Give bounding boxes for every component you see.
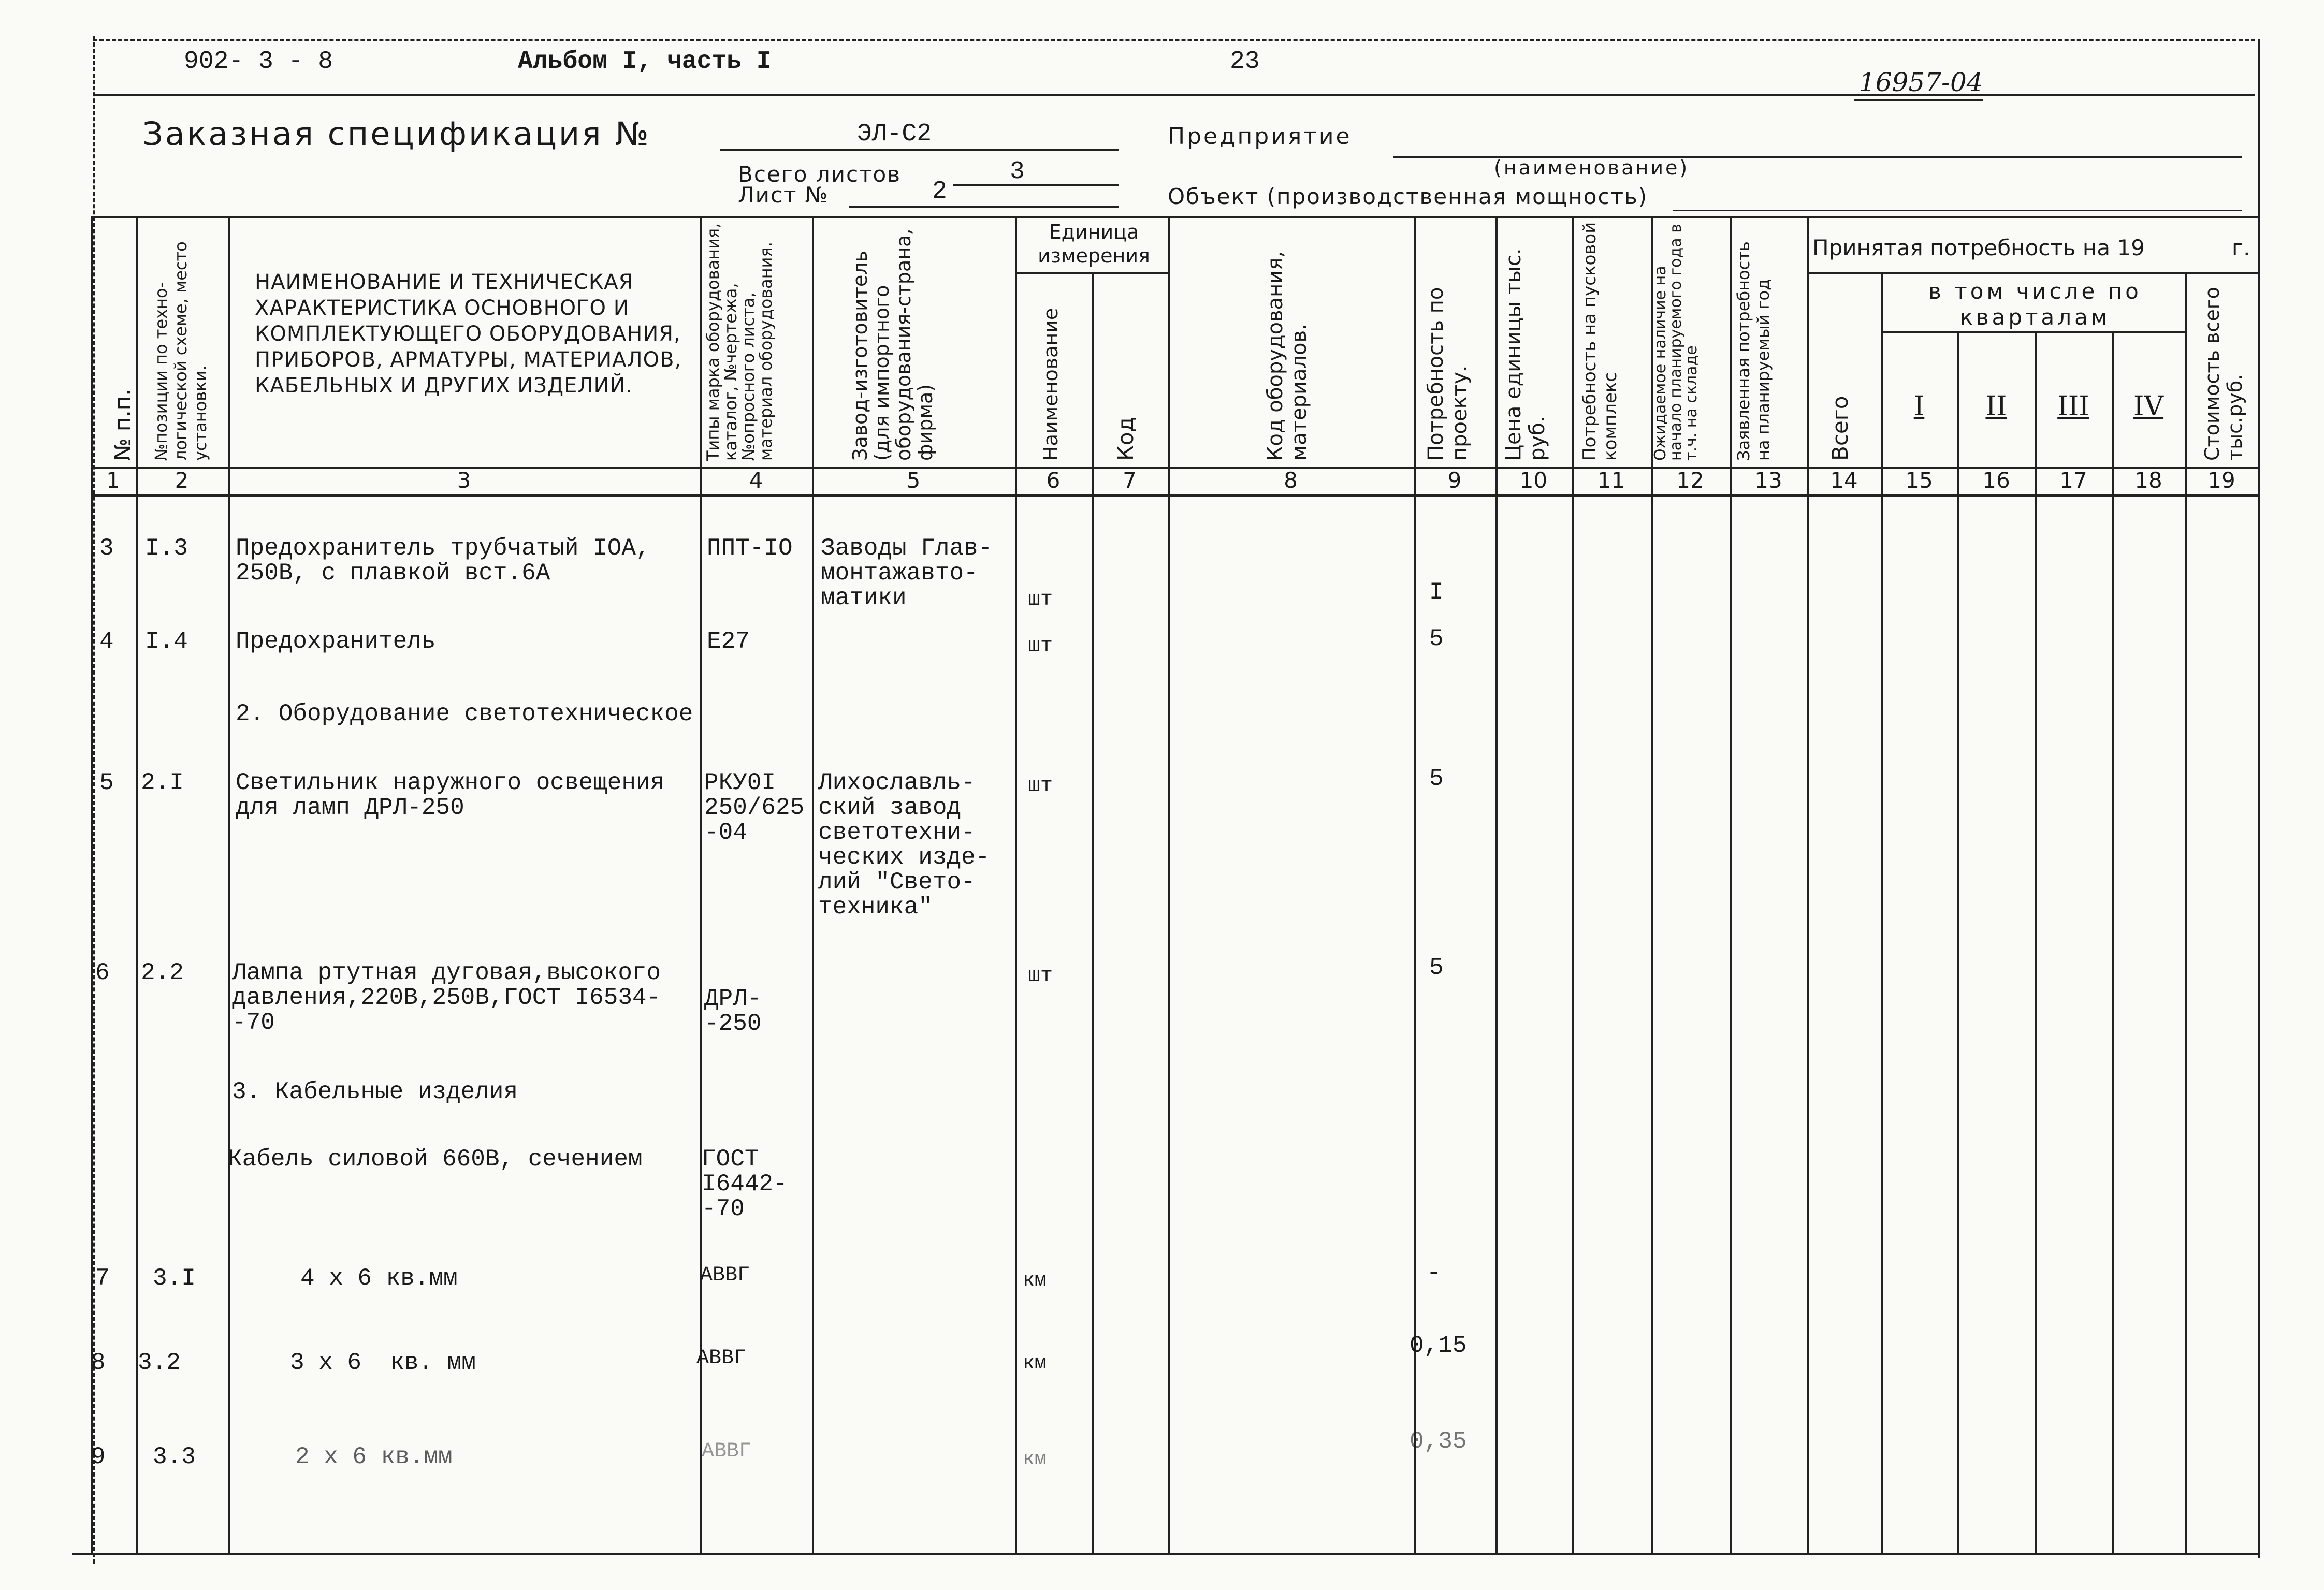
header-col3: НАИМЕНОВАНИЕ И ТЕХНИЧЕСКАЯ ХАРАКТЕРИСТИКА ОСНОВНОГО И КОМПЛЕКТУЮЩЕГО ОБОРУДОВАНИЯ, ПРИБОРОВ, АРМАТУРЫ, МАТЕРИАЛОВ, КАБЕЛЬНЫХ И ДРУГИХ ИЗДЕЛИЙ. (255, 270, 682, 398)
cell-unit: км (1023, 1270, 1047, 1292)
col-border-2 (228, 216, 230, 1555)
column-number: 17 (2059, 468, 2087, 493)
cell-need: 0,35 (1410, 1428, 1467, 1455)
cell-unit: шт (1028, 775, 1053, 798)
cell-number: 5 (99, 769, 114, 796)
header-quarter-3: III (2057, 391, 2089, 422)
cell-type: Е27 (707, 628, 750, 655)
header-col6: Наименование (1039, 308, 1062, 461)
column-number: 13 (1754, 468, 1782, 493)
cell-unit: шт (1028, 635, 1053, 658)
col-border-7 (1168, 216, 1170, 1555)
cell-name: 4 х 6 кв.мм (300, 1265, 458, 1292)
header-quarter-4: IV (2133, 391, 2164, 422)
cell-type: ППТ-IO (707, 535, 793, 562)
series-code: 902- 3 - 8 (184, 48, 333, 76)
header-col7: Код (1113, 417, 1138, 461)
section-heading: 3. Кабельные изделия (232, 1078, 518, 1105)
col-border-10 (1572, 216, 1574, 1555)
header-quarter-2: II (1985, 391, 2007, 422)
header-unit-group: Единица измерения (1038, 221, 1150, 267)
form-title: Заказная спецификация № (142, 115, 651, 153)
cell-type: АВВГ (700, 1264, 750, 1287)
cell-need: 5 (1429, 765, 1444, 792)
cell-type: АВВГ (702, 1440, 752, 1463)
cell-name: Предохранитель (236, 628, 436, 655)
table-top-border (91, 216, 2258, 218)
column-number: 1 (106, 468, 120, 493)
header-col4: Типы марка оборудования, каталог, №чертежа, №опросного листа, материал оборудования. (703, 223, 776, 461)
header-col11: Потребность на пусковой комплекс (1579, 222, 1621, 461)
cell-position: 3.2 (138, 1349, 181, 1376)
column-number: 7 (1123, 468, 1137, 493)
total-sheets-label: Всего листов (738, 162, 902, 187)
total-sheets-value: 3 (1010, 158, 1025, 186)
cell-unit: шт (1028, 965, 1053, 988)
cell-type: ГОСТ I6442- -70 (702, 1146, 788, 1222)
cell-maker: Лихославль- ский завод светотехни- ческих изде- лий "Свето- техника" (818, 769, 990, 921)
col-border-15 (1957, 331, 1959, 1555)
cell-type: АВВГ (696, 1347, 747, 1370)
section-heading: 2. Оборудование светотехническое (236, 701, 693, 727)
column-number: 8 (1284, 468, 1298, 493)
column-number: 11 (1597, 468, 1625, 493)
header-col13: Заявленная потребность на планируемый год (1734, 241, 1773, 461)
total-sheets-line (953, 184, 1119, 186)
column-number: 10 (1519, 468, 1548, 493)
frame-bottom (72, 1553, 2260, 1555)
cell-type: ДРЛ- -250 (704, 985, 762, 1037)
handwritten-stamp: 16957-04 (1859, 67, 1983, 97)
header-col1: № п.п. (110, 389, 135, 461)
cell-position: 3.I (153, 1265, 196, 1292)
header-col14: Всего (1827, 396, 1853, 461)
cell-number: 3 (99, 535, 114, 562)
cell-number: 7 (95, 1265, 110, 1292)
album-label: Альбом I, часть I (518, 48, 772, 76)
cell-position: 3.3 (153, 1443, 196, 1470)
column-number: 12 (1676, 468, 1704, 493)
header-col5: Завод-изготовитель (для импортного оборудования-страна, фирма) (849, 228, 937, 461)
spec-number: ЭЛ-С2 (857, 120, 932, 148)
accepted-group-divider (1807, 272, 2258, 274)
column-number: 16 (1982, 468, 2010, 493)
cell-unit: км (1023, 1448, 1047, 1470)
quarters-group-divider (1881, 331, 2185, 333)
cell-position: I.3 (145, 535, 188, 562)
enterprise-label: Предприятие (1168, 123, 1352, 150)
col-border-18 (2185, 272, 2187, 1555)
col-border-16 (2035, 331, 2037, 1555)
header-quarters-group: в том числе по кварталам (1928, 279, 2142, 330)
col-border-14 (1881, 272, 1883, 1555)
cell-maker: Заводы Глав- монтажавто- матики (821, 535, 993, 611)
cell-name: 3 х 6 кв. мм (290, 1349, 476, 1376)
column-number: 4 (749, 468, 763, 493)
header-accepted-suffix: г. (2232, 235, 2250, 260)
cell-number: 9 (91, 1443, 106, 1470)
stamp-underline (1854, 99, 1983, 101)
header-col9: Потребность по проекту. (1424, 287, 1472, 461)
column-number: 18 (2134, 468, 2162, 493)
cell-need: I (1429, 579, 1444, 606)
frame-title-divider (93, 94, 2255, 96)
spec-number-line (720, 149, 1119, 151)
frame-top (93, 39, 2255, 41)
column-number: 19 (2207, 468, 2235, 493)
cell-name: Кабель силовой 660В, сечением (228, 1146, 643, 1173)
col-border-5 (1015, 216, 1017, 1555)
cell-unit: шт (1028, 588, 1053, 611)
column-number: 14 (1830, 468, 1858, 493)
header-col8: Код оборудования, материалов. (1263, 251, 1311, 461)
column-number: 5 (906, 468, 921, 493)
header-col19: Стоимость всего тыс.руб. (2201, 287, 2246, 461)
column-number: 3 (457, 468, 471, 493)
column-number: 2 (175, 468, 189, 493)
cell-position: 2.I (141, 769, 184, 796)
col-border-6 (1092, 272, 1094, 1555)
cell-number: 4 (99, 628, 114, 655)
col-border-9 (1495, 216, 1498, 1555)
cell-number: 6 (95, 959, 110, 986)
cell-position: I.4 (145, 628, 188, 655)
page-number: 23 (1230, 48, 1260, 76)
col-border-17 (2112, 331, 2114, 1555)
binding-line (93, 36, 95, 1564)
cell-need: 5 (1429, 625, 1444, 652)
col-border-13 (1807, 216, 1809, 1555)
column-number: 6 (1046, 468, 1061, 493)
header-col2: №позиции по техно-логической схеме, место установки. (151, 241, 210, 461)
cell-need: - (1427, 1260, 1441, 1287)
cell-need: 0,15 (1410, 1332, 1467, 1359)
header-quarter-1: I (1913, 391, 1925, 422)
cell-position: 2.2 (141, 959, 184, 986)
cell-name: Светильник наружного освещения для ламп ДРЛ-250 (236, 769, 665, 821)
col-border-12 (1730, 216, 1732, 1555)
cell-name: Лампа ртутная дуговая,высокого давления,220В,250В,ГОСТ I6534- -70 (232, 959, 661, 1036)
object-label: Объект (производственная мощность) (1168, 184, 1648, 209)
sheet-number: 2 (932, 178, 947, 206)
column-numbers-bottom-border (91, 494, 2258, 497)
col-border-4 (812, 216, 814, 1555)
sheet-label: Лист № (738, 182, 829, 208)
column-number: 9 (1447, 468, 1462, 493)
header-accepted: Принятая потребность на 19 (1812, 235, 2145, 260)
cell-name: Предохранитель трубчатый IOA, 250В, с плавкой вст.6А (236, 535, 650, 587)
header-col12: Ожидаемое наличие на начало планируемого года в т.ч. на складе (1651, 224, 1701, 461)
cell-number: 8 (91, 1349, 106, 1376)
unit-group-divider (1015, 272, 1168, 274)
cell-type: РКУ0I 250/625 -04 (704, 769, 805, 846)
cell-need: 5 (1429, 954, 1444, 981)
object-line (1673, 210, 2242, 211)
header-col10: Цена единицы тыс. руб. (1502, 248, 1549, 461)
cell-unit: км (1023, 1352, 1047, 1375)
frame-right (2258, 39, 2260, 1558)
sheet-number-line (849, 206, 1119, 208)
cell-name: 2 х 6 кв.мм (295, 1443, 453, 1470)
name-caption: (наименование) (1494, 156, 1690, 179)
column-number: 15 (1905, 468, 1933, 493)
